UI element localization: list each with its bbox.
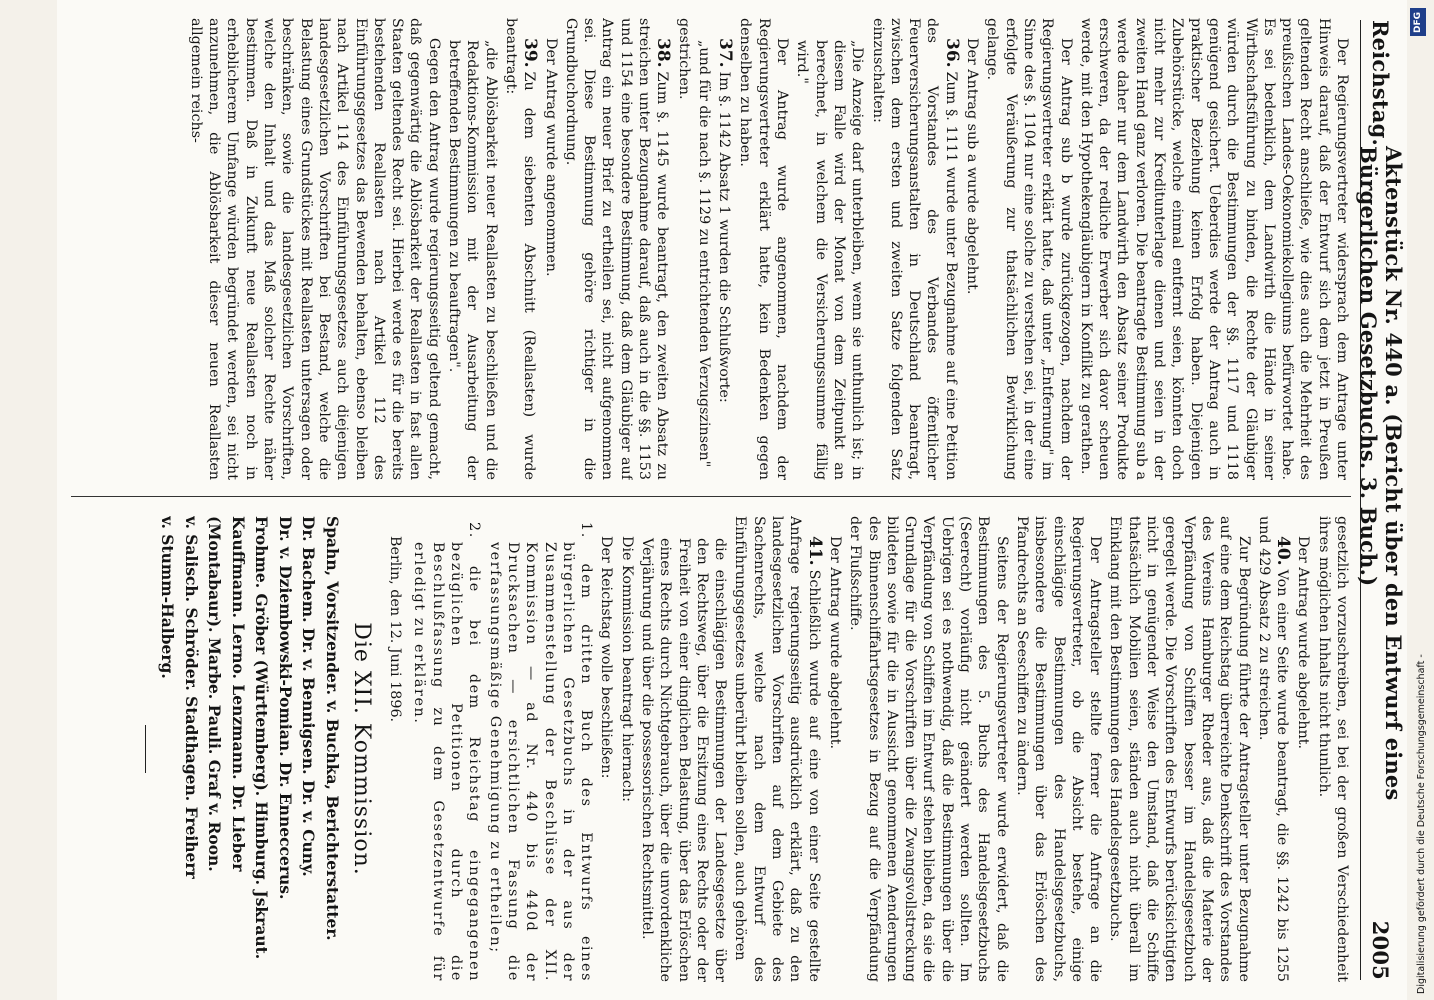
paragraph: Der Antrag sub a wurde abgelehnt. (964, 38, 981, 295)
section-39 (502, 18, 540, 480)
resolution-item-2 (410, 516, 483, 982)
member-names: Kauffmann. Lerno. Lenzmann. Dr. Lieber (228, 516, 248, 872)
section-number: 39. (520, 38, 541, 68)
section-text: Zum §. 1145 wurde beantragt, den zweiten Absatz zu streichen unter Bezugnahme darauf, daß auch in die §§. 1153 und 1154 eine besondere Bestimmung, daß dem Gläubiger auf Antrag ein neuer Brief zu ertheilen sei, nicht aufgenommen sei. Diese Bestimmung gehöre richtiger in die Grundbuchordnung. (562, 18, 671, 480)
paragraph: Der Regierungsvertreter widersprach dem Antrage unter Hinweis darauf, daß der Entwurf sich dem jetzt in Preußen geltenden Recht anschließe, wie dies auch die Mehrheit des preußischen Landes-Oekonomiekollegiums befürwortet habe. Es sei bedenklich, dem Landwirth die Hände in seiner Wirthschaftsführung zu binden, die Rechte der Gläubiger würden durch die Bestimmungen der §§. 1117 und 1118 genügend gesichert. Ueberdies werde der Antrag auch in praktischer Beziehung keinen Erfolg haben. Diejenigen Zubehörstücke, welche einmal entfernt seien, könnten doch nicht mehr zur Kreditunterlage dienen und seien in der zweiten Hand ganz verloren. Die beantragte Bestimmung sub a werde daher nur dem Landwirth den Absatz seiner Produkte erschweren, da der redliche Erwerber sich davor scheuen werde, mit den Hypothekengläubigern in Konflikt zu gerathen. (1077, 18, 1350, 480)
item-text: dem dritten Buch des Entwurfs eines bürgerlichen Gesetzbuchs in der aus der Zusammenstellung der Beschlüsse der XII. Kommission — ad Nr. 440 bis 440d der Drucksachen — ersichtlichen Fassung die verfassungsmäßige Genehmigung zu ertheilen; (486, 542, 595, 982)
section-number: 40. (1273, 536, 1294, 566)
quotation: „die Ablösbarkeit neuer Reallasten zu beschließen und die Redaktions-Kommission mit der Ausarbeitung der betreffenden Bestimmungen zu beauftragen". (446, 40, 499, 480)
section-number: 37. (715, 38, 736, 68)
member-names: v. Stumm-Halberg. (158, 516, 178, 679)
section-number: 38. (653, 38, 674, 68)
section-41 (731, 516, 823, 982)
digitization-note: Digitalisierung gefördert durch die Deutsche Forschungsgemeinschaft - (1416, 654, 1427, 994)
page-number: 2005 (1368, 920, 1394, 980)
paragraph: Der Antrag wurde angenommen. (542, 38, 559, 277)
resolution-item-1 (485, 516, 595, 982)
member-names: Dr. v. Dziembowski-Pomian. Dr. Enneccerus. (275, 516, 295, 900)
section-text: Zum §. 1111 wurde unter Bezugnahme auf eine Petition des Vorstandes des Verbandes öffentlicher Feuerversicherungsanstalten in Deutschland beantragt, zwischen dem ersten und zweiten Satze folgenden Satz einzuschalten: (869, 18, 959, 480)
item-text: die bei dem Reichstag eingegangenen bezüglichen Petitionen durch die Beschlußfassung zu dem Gesetzentwurfe für erledigt zu erklären. (411, 542, 483, 982)
paragraph: Gegen den Antrag wurde regierungsseitig geltend gemacht, daß gegenwärtig die Ablösbarkeit der Reallasten in fast allen Staaten geltendes Recht sei. Hierbei werde es für die bereits bestehenden Reallasten nach Artikel 112 des Einführungsgesetzes das Bewenden behalten, ebenso bleiben nach Artikel 114 des Einführungsgesetzes auch diejenigen landesgesetzlichen Vorschriften bei Bestand, welche die Belastung eines Grundstückes mit Reallasten untersagen oder beschränken, sowie die landesgesetzlichen Vorschriften, welche den Inhalt und das Maß solcher Rechte näher bestimmen. Daß in Zukunft neue Reallasten noch in erheblicherem Umfange würden begründet werden, sei nicht anzunehmen, die Ablösbarkeit dieser neuen Reallasten allgemein reichs- (187, 18, 442, 480)
column-divider (71, 496, 1351, 497)
document-page (57, 0, 1407, 1000)
member-line (179, 516, 201, 982)
right-column (71, 516, 1351, 982)
paragraph: Der Antragsteller stellte ferner die Anfrage an die Regierungsvertreter, ob die Absicht bestehe, einige einschlägige Bestimmungen des Handelsgesetzbuchs, insbesondere die Bestimmungen über das Erlöschen des Pfandrechts an Seeschiffen zu ändern. (1013, 516, 1104, 982)
section-text: Von einer Seite wurde beantragt, die §§. 1242 bis 1255 und 429 Absatz 2 zu streichen. (1255, 516, 1291, 982)
member-line (297, 516, 319, 982)
member-names: Frohme. Gröber (Württemberg). Himburg. Jskraut. (252, 516, 272, 960)
end-rule (145, 725, 146, 773)
member-line (250, 516, 272, 982)
member-line (203, 516, 225, 982)
commission-heading: Die XII. Kommission. (348, 622, 374, 876)
quotation: „und für die nach §. 1129 zu entrichtenden Verzugszinsen" (695, 40, 712, 468)
member-names: v. Salisch. Schröder. Stadthagen. Freiherr (181, 516, 201, 879)
section-40 (1255, 516, 1293, 982)
section-38 (562, 18, 673, 480)
paragraph: Der Antrag wurde abgelehnt. (1295, 536, 1312, 750)
quotation: „Die Anzeige darf unterbleiben, wenn sie unthunlich ist; in diesem Falle wird der Monat von dem Zeitpunkt an berechnet, in welchem die Versicherungssumme fällig wird." (794, 40, 866, 480)
member-names: Dr. Bachem. Dr. v. Bennigsen. Dr. v. Cuny. (299, 516, 319, 877)
paragraph: Der Antrag sub b wurde zurückgezogen, nachdem der Regierungsvertreter erklärt hatte, daß unter „Entfernung" im Sinne des §. 1104 nur eine solche zu verstehen sei, in der eine erfolgte Veräußerung zur thatsächlichen Bewirklichung gelange. (984, 18, 1074, 480)
quotation: die einschlägigen Bestimmungen der Landesgesetze über den Rechtsweg, über die Ersitzung eines Rechts oder der Freiheit von einer dinglichen Belastung, über das Erlöschen eines Rechts durch Nichtgebrauch, über die unvordenkliche Verjährung und über die possessorischen Rechtsmittel. (639, 538, 729, 982)
page-header (1356, 20, 1406, 980)
header-left: Reichstag. (1368, 20, 1394, 146)
paragraph: Seitens der Regierungsvertreter wurde erwidert, daß die Bestimmungen des 5. Buchs des Handelsgesetzbuchs (Seerecht) vorläufig nicht geändert werden sollten. Im Uebrigen sei es nothwendig, daß die Bestimmungen über die Verpfändung von Schiffen im Entwurf stehen blieben, da sie die Grundlage für die Vorschriften über die Zwangsvollstreckung bildeten sowie für die in Aussicht genommenen Aenderungen des Binnenschiffahrtsgesetzes in Bezug auf die Verpfändung der Flußschiffe. (847, 516, 1010, 982)
section-text: Im §. 1142 Absatz 1 wurden die Schlußworte: (716, 71, 733, 403)
member-line (156, 516, 178, 982)
paragraph: gesetzlich vorzuschreiben, sei bei der großen Verschiedenheit ihres möglichen Inhalts nicht thunlich. (1315, 516, 1350, 982)
paragraph: Zur Begründung führte der Antragsteller unter Bezugnahme auf eine dem Reichstag überreichte Denkschrift des Vorstandes des Vereins Hamburger Rheder aus, daß die Materie der Verpfändung von Schiffen besser im Handelsgesetzbuch geregelt werde. Die Vorschriften des Entwurfs berücksichtigten nicht in genügender Weise den Umstand, daß die Schiffe thatsächlich Mobilien seien, ständen auch nicht überall im Einklang mit den Bestimmungen des Handelsgesetzbuchs. (1107, 516, 1252, 982)
left-column (71, 18, 1351, 480)
member-line (320, 516, 342, 982)
member-names: (Montabaur). Marbe. Pauli. Graf v. Roon. (205, 516, 225, 872)
section-number: 36. (941, 38, 962, 68)
member-line (226, 516, 248, 982)
section-text: Zu dem siebenten Abschnitt (Reallasten) wurde beantragt: (502, 18, 538, 480)
dfg-logo: DFG (1410, 8, 1426, 36)
paragraph: gestrichen. (675, 18, 692, 100)
section-36 (868, 18, 960, 480)
paragraph: Der Antrag wurde angenommen, nachdem der Regierungsvertreter erklärt hatte, kein Bedenken gegen denselben zu haben. (737, 18, 791, 480)
paragraph: Der Antrag wurde abgelehnt. (826, 536, 843, 750)
header-title: Aktenstück Nr. 440 a. (Bericht über den Entwurf eines Bürgerlichen Gesetzbuchs. 3. Buch.) (1356, 145, 1406, 801)
item-number: 1. (578, 522, 595, 539)
member-names: Spahn, Vorsitzender. v. Buchka, Berichterstatter. (322, 516, 342, 941)
section-number: 41. (804, 536, 825, 566)
member-line (273, 516, 295, 982)
paragraph: Die Kommission beantragt hiernach: (618, 536, 635, 802)
section-37 (715, 18, 734, 480)
item-number: 2. (466, 522, 483, 539)
date-line: Berlin, den 12. Juni 1896. (387, 536, 404, 723)
section-text: Schließlich wurde auf eine von einer Seite gestellte Anfrage regierungsseitig ausdrücklich erklärt, daß zu den landesgesetzlichen Vorschriften auf dem Gebiete des Sachenrechts, welche nach dem Entwurf des Einführungsgesetzes unberührt bleiben sollen, auch gehören (732, 516, 822, 982)
paragraph: Der Reichstag wolle beschließen: (598, 536, 615, 779)
